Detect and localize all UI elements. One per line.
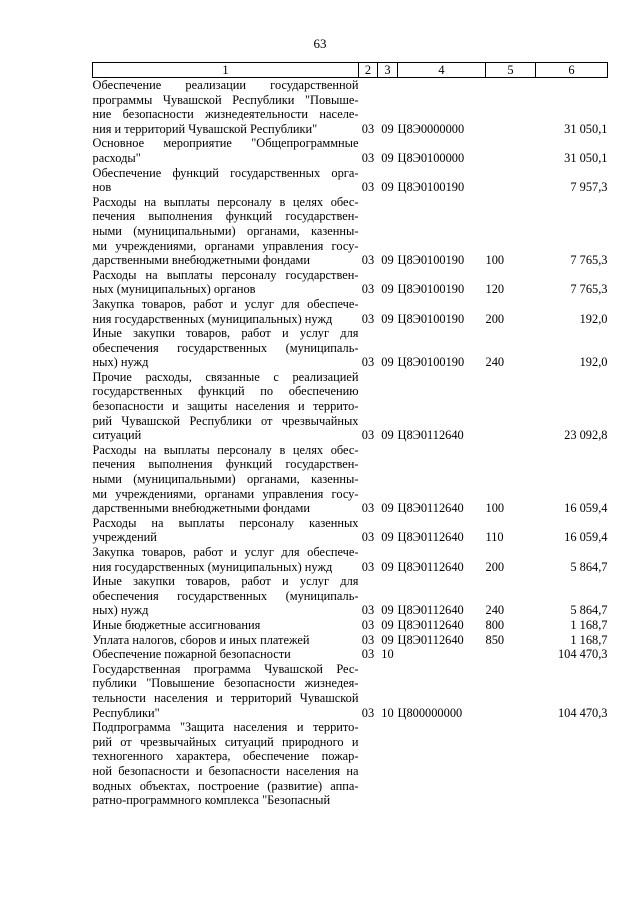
row-section-code: 03: [361, 705, 375, 720]
row-section-code: 03: [361, 530, 375, 545]
row-target-article: Ц8Э0112640: [397, 632, 464, 647]
row-expense-type: [486, 166, 536, 195]
row-amount: 31 050,1: [564, 121, 608, 136]
table-row: [93, 195, 608, 268]
description-line: ние безопасности жизнедеятельности населе-: [92, 107, 359, 122]
row-description: [93, 633, 359, 648]
row-expense-type: [486, 370, 536, 443]
row-expense-type: 850: [485, 632, 505, 647]
table-header-row: [93, 63, 608, 78]
description-line: ной безопасности и безопасности населения на: [92, 763, 359, 778]
row-subsection-code: 09: [381, 617, 394, 632]
description-line: Расходы на выплаты персоналу в целях обес-: [92, 194, 359, 209]
row-section-code: 03: [361, 501, 375, 516]
row-description: [93, 78, 359, 137]
row-amount: 5 864,7: [570, 603, 608, 618]
row-amount: 31 050,1: [564, 150, 608, 165]
description-line: дарственными внебюджетными фондами: [92, 253, 311, 268]
row-subsection-code: 10: [381, 647, 394, 662]
row-amount: 23 092,8: [564, 428, 608, 443]
description-line: печения выполнения функций государствен-: [92, 209, 359, 224]
row-expense-type: 800: [485, 617, 505, 632]
description-line: Республики": [92, 705, 160, 720]
row-description: [93, 297, 359, 326]
row-expense-type: 200: [485, 559, 505, 574]
row-subsection-code: 09: [381, 428, 394, 443]
row-description: [93, 326, 359, 370]
table-row: [93, 647, 608, 662]
description-line: рий от чрезвычайных ситуаций природного и: [92, 734, 359, 749]
row-section-code: 03: [361, 180, 375, 195]
description-line: ния государственных (муниципальных) нужд: [92, 559, 333, 574]
row-section-code: 03: [361, 428, 375, 443]
description-line: ния и территорий Чувашской Республики": [92, 121, 318, 136]
row-target-article: Ц8Э0100190: [397, 282, 465, 297]
row-expense-type: 100: [485, 253, 505, 268]
description-line: ния государственных (муниципальных) нужд: [92, 311, 333, 326]
description-line: Закупка товаров, работ и услуг для обеспече-: [92, 545, 359, 559]
row-description: [93, 443, 359, 516]
row-expense-type: 200: [485, 311, 505, 326]
description-line: Обеспечение реализации государственной: [92, 78, 359, 92]
row-target-article: [398, 720, 486, 808]
row-subsection-code: 09: [381, 282, 394, 297]
row-target-article: Ц8Э0112640: [397, 428, 464, 443]
row-amount: 16 059,4: [564, 530, 608, 545]
description-line: водных объектах, построение (развитие) аппа-: [92, 778, 359, 793]
row-subsection-code: 09: [381, 559, 394, 574]
description-line: обеспечения государственных (муниципаль-: [92, 340, 359, 355]
row-section-code: 03: [361, 282, 375, 297]
row-subsection-code: 09: [381, 355, 394, 370]
row-subsection-code: 09: [381, 121, 394, 136]
header-col-2: 2: [359, 63, 378, 78]
row-target-article: Ц8Э0100190: [397, 355, 465, 370]
row-expense-type: [486, 78, 536, 137]
row-expense-type: 120: [485, 282, 505, 297]
description-line: Основное мероприятие "Общепрограммные: [92, 136, 359, 151]
description-line: ных (муниципальных) органов: [92, 282, 256, 297]
row-amount: 104 470,3: [557, 705, 608, 720]
row-target-article: Ц8Э0100000: [397, 150, 465, 165]
row-subsection-code: 09: [381, 501, 394, 516]
header-col-3: 3: [378, 63, 398, 78]
description-line: Обеспечение пожарной безопасности: [92, 647, 291, 662]
row-description: [93, 370, 359, 443]
description-line: ных) нужд: [92, 603, 149, 618]
row-subsection-code: 09: [381, 311, 394, 326]
row-subsection-code: 10: [381, 705, 394, 720]
row-expense-type: 240: [485, 355, 505, 370]
description-line: ными (муниципальными) органами, казенны-: [92, 472, 359, 487]
row-section-code: 03: [361, 559, 375, 574]
description-line: рий Чувашской Республики от чрезвычайных: [92, 413, 359, 428]
row-subsection-code: 09: [381, 180, 394, 195]
description-line: ситуаций: [92, 428, 142, 443]
row-amount: 192,0: [579, 355, 608, 370]
description-line: Подпрограмма "Защита населения и террито-: [92, 720, 359, 735]
table-row: [93, 297, 608, 326]
row-expense-type: [486, 662, 536, 720]
table-row: [93, 326, 608, 370]
description-line: Расходы на выплаты персоналу государствен-: [92, 267, 359, 282]
table-row: [93, 370, 608, 443]
row-subsection-code: 09: [381, 632, 394, 647]
table-row: [93, 545, 608, 574]
page-number: 63: [313, 36, 327, 51]
row-description: [93, 545, 359, 574]
row-target-article: Ц8Э0100190: [397, 253, 465, 268]
row-section-code: 03: [361, 253, 375, 268]
description-line: Расходы на выплаты персоналу казенных: [92, 515, 359, 530]
description-line: ратно-программного комплекса "Безопасный: [92, 793, 331, 808]
description-line: публики "Повышение безопасности жизнедея-: [92, 676, 359, 691]
row-target-article: Ц8Э0112640: [397, 559, 464, 574]
table-row: [93, 618, 608, 633]
row-section-code: 03: [361, 311, 375, 326]
description-line: Иные бюджетные ассигнования: [92, 617, 261, 632]
row-description: [93, 647, 359, 662]
description-line: программы Чувашской Республики "Повыше-: [92, 92, 359, 107]
row-target-article: Ц8Э0112640: [397, 617, 464, 632]
row-section-code: 03: [361, 121, 375, 136]
row-target-article: Ц8Э0100190: [397, 180, 465, 195]
row-amount: 1 168,7: [570, 632, 608, 647]
row-description: [93, 618, 359, 633]
row-expense-type: 110: [485, 530, 504, 545]
table-row: [93, 720, 608, 808]
header-col-5: 5: [486, 63, 536, 78]
table-row: [93, 136, 608, 165]
row-amount: 7 765,3: [570, 282, 608, 297]
description-line: Государственная программа Чувашской Рес-: [92, 661, 359, 676]
header-col-4: 4: [398, 63, 486, 78]
row-section-code: 03: [361, 632, 375, 647]
row-target-article: Ц800000000: [397, 705, 463, 720]
description-line: техногенного характера, обеспечение пожар-: [92, 749, 359, 764]
row-amount: 192,0: [579, 311, 608, 326]
table-row: [93, 443, 608, 516]
row-amount: 5 864,7: [570, 559, 608, 574]
row-description: [93, 662, 359, 720]
description-line: ных) нужд: [92, 355, 149, 370]
row-expense-type: [486, 720, 536, 808]
row-section-code: 03: [361, 150, 375, 165]
row-description: [93, 136, 359, 165]
row-amount: 1 168,7: [570, 617, 608, 632]
row-expense-type: 240: [485, 603, 505, 618]
row-description: [93, 574, 359, 618]
row-amount: 16 059,4: [564, 501, 608, 516]
table-row: [93, 78, 608, 137]
description-line: учреждений: [92, 530, 157, 545]
description-line: тельности населения и территорий Чувашской: [92, 690, 359, 705]
description-line: нов: [92, 180, 112, 195]
description-line: Иные закупки товаров, работ и услуг для: [92, 326, 359, 341]
row-subsection-code: 09: [381, 150, 394, 165]
description-line: ми учреждениями, органами управления госу-: [92, 238, 359, 253]
row-section-code: 03: [361, 355, 375, 370]
row-amount: 104 470,3: [557, 647, 608, 662]
row-subsection-code: 09: [381, 253, 394, 268]
row-description: [93, 268, 359, 297]
description-line: дарственными внебюджетными фондами: [92, 501, 311, 516]
row-expense-type: [486, 136, 536, 165]
row-amount: 7 957,3: [570, 180, 608, 195]
row-section-code: 03: [361, 647, 375, 662]
row-target-article: Ц8Э0112640: [397, 603, 464, 618]
budget-table: [92, 62, 608, 808]
row-description: [93, 166, 359, 195]
row-amount: 7 765,3: [570, 253, 608, 268]
row-subsection-code: [378, 720, 398, 808]
row-expense-type: [486, 647, 536, 662]
row-target-article: Ц8Э0112640: [397, 530, 464, 545]
row-target-article: [398, 647, 486, 662]
row-target-article: Ц8Э0112640: [397, 501, 464, 516]
table-body: [93, 78, 608, 808]
row-subsection-code: 09: [381, 603, 394, 618]
table-row: [93, 516, 608, 545]
row-target-article: Ц8Э0100190: [397, 311, 465, 326]
description-line: Расходы на выплаты персоналу в целях обес-: [92, 442, 359, 457]
row-description: [93, 516, 359, 545]
description-line: Обеспечение функций государственных орга-: [92, 165, 359, 180]
row-section-code: 03: [361, 617, 375, 632]
table-row: [93, 574, 608, 618]
header-col-1: 1: [93, 63, 359, 78]
row-subsection-code: 09: [381, 530, 394, 545]
row-description: [93, 720, 359, 808]
description-line: Иные закупки товаров, работ и услуг для: [92, 574, 359, 589]
table-row: [93, 633, 608, 648]
row-expense-type: 100: [485, 501, 505, 516]
table-row: [93, 268, 608, 297]
description-line: печения выполнения функций государствен-: [92, 457, 359, 472]
description-line: Закупка товаров, работ и услуг для обеспече-: [92, 296, 359, 311]
row-target-article: Ц8Э0000000: [397, 121, 465, 136]
description-line: расходы": [92, 150, 141, 165]
description-line: безопасности и защиты населения и террито-: [92, 399, 359, 414]
description-line: обеспечения государственных (муниципаль-: [92, 588, 359, 603]
header-col-6: 6: [536, 63, 608, 78]
row-section-code: 03: [361, 603, 375, 618]
table-row: [93, 166, 608, 195]
row-section-code: [359, 720, 378, 808]
row-amount: [536, 720, 608, 808]
row-description: [93, 195, 359, 268]
description-line: Уплата налогов, сборов и иных платежей: [92, 632, 310, 647]
description-line: Прочие расходы, связанные с реализацией: [92, 369, 359, 384]
description-line: ми учреждениями, органами управления госу-: [92, 486, 359, 501]
description-line: государственных функций по обеспечению: [92, 384, 359, 399]
table-row: [93, 662, 608, 720]
description-line: ными (муниципальными) органами, казенны-: [92, 223, 359, 238]
